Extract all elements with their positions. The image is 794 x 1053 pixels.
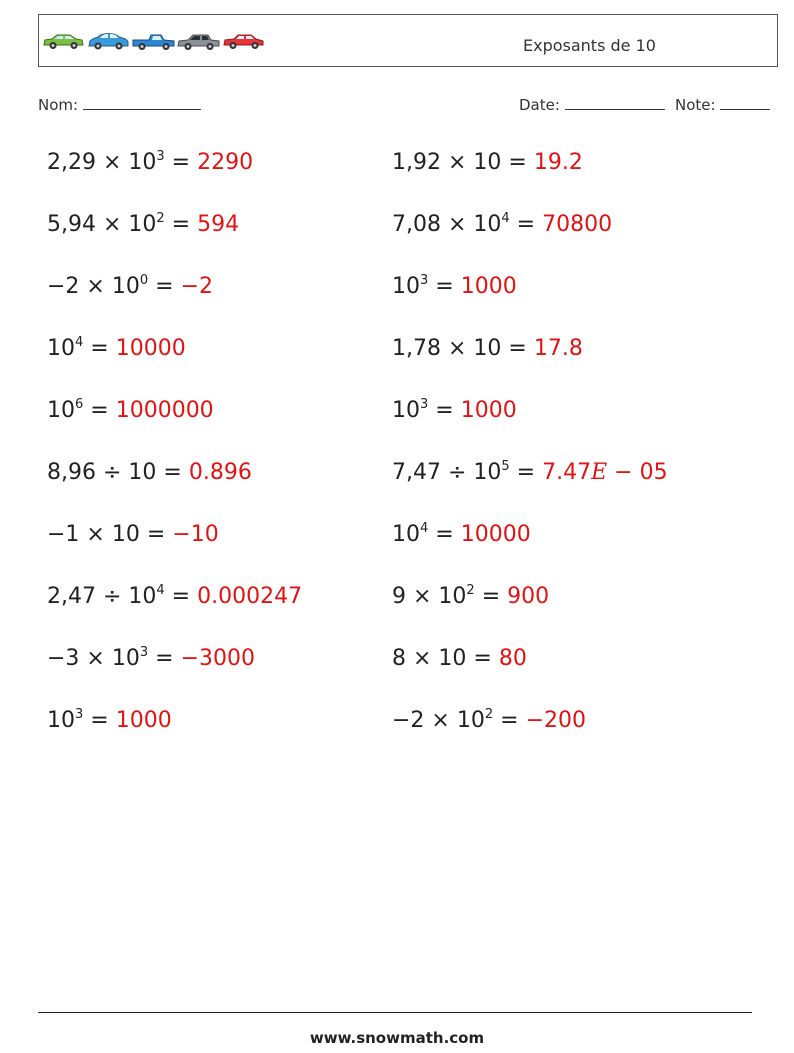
equals-sign: = xyxy=(428,398,461,423)
problem-answer: 1000000 xyxy=(115,398,214,423)
date-blank-line[interactable] xyxy=(565,95,665,110)
problem-exponent: 4 xyxy=(420,521,429,536)
grade-label: Note: xyxy=(675,96,716,114)
name-field[interactable] xyxy=(38,95,201,114)
equals-sign: = xyxy=(164,584,198,609)
equals-sign: = xyxy=(148,646,181,671)
problem-answer: −200 xyxy=(525,708,586,733)
car-icons xyxy=(42,31,265,51)
problem-expression: 2,47 ÷ 10 xyxy=(47,584,157,609)
problem-item xyxy=(47,646,255,672)
problem-item xyxy=(392,646,527,672)
problem-item xyxy=(47,522,219,548)
equals-sign: = xyxy=(493,708,526,733)
car-icon xyxy=(222,31,265,51)
problem-exponent: 4 xyxy=(75,335,84,350)
problem-expression: 8 × 10 xyxy=(392,646,467,671)
footer-website: www.snowmath.com xyxy=(309,1029,485,1047)
answer-exponent: − 05 xyxy=(607,460,668,485)
equals-sign: = xyxy=(509,460,543,485)
problem-exponent: 6 xyxy=(75,397,84,412)
equals-sign: = xyxy=(501,336,534,361)
problem-item xyxy=(47,336,186,362)
problem-expression: 10 xyxy=(47,708,75,733)
problem-answer: −10 xyxy=(172,522,219,547)
problem-answer: 10000 xyxy=(460,522,531,547)
problem-expression: −2 × 10 xyxy=(47,274,140,299)
equals-sign: = xyxy=(164,150,198,175)
name-label: Nom: xyxy=(38,96,79,114)
equals-sign: = xyxy=(501,150,534,175)
equals-sign: = xyxy=(466,646,499,671)
problem-answer: 70800 xyxy=(542,212,613,237)
problem-item xyxy=(392,584,549,610)
problem-expression: 1,78 × 10 xyxy=(392,336,502,361)
problem-answer: 1000 xyxy=(460,398,517,423)
date-field[interactable] xyxy=(519,95,665,114)
problem-answer: −3000 xyxy=(180,646,255,671)
problem-answer: 594 xyxy=(197,212,240,237)
date-label: Date: xyxy=(519,96,560,114)
problem-exponent: 0 xyxy=(139,273,149,288)
problem-answer: 10000 xyxy=(115,336,186,361)
problem-expression: 10 xyxy=(392,398,420,423)
problem-expression: −2 × 10 xyxy=(392,708,485,733)
problem-item xyxy=(392,274,517,300)
problem-expression: 8,96 ÷ 10 xyxy=(47,460,157,485)
problem-item xyxy=(392,212,612,238)
problem-expression: −1 × 10 xyxy=(47,522,140,547)
equals-sign: = xyxy=(83,708,116,733)
equals-sign: = xyxy=(139,522,173,547)
problem-exponent: 2 xyxy=(466,583,475,598)
problem-expression: 10 xyxy=(47,336,75,361)
problem-exponent: 3 xyxy=(420,397,429,412)
problem-exponent: 2 xyxy=(156,211,165,226)
problem-expression: 9 × 10 xyxy=(392,584,467,609)
problem-expression: 5,94 × 10 xyxy=(47,212,157,237)
problem-item xyxy=(392,522,531,548)
car-icon xyxy=(42,31,85,51)
problem-exponent: 4 xyxy=(501,211,510,226)
problem-exponent: 3 xyxy=(139,645,149,660)
problem-item xyxy=(47,150,253,176)
car-icon xyxy=(132,31,175,51)
problem-expression: 10 xyxy=(392,522,420,547)
equals-sign: = xyxy=(83,398,116,423)
problem-exponent: 2 xyxy=(484,707,494,722)
problem-item xyxy=(47,708,172,734)
problem-exponent: 5 xyxy=(501,459,510,474)
problem-item xyxy=(392,460,668,486)
car-icon xyxy=(87,31,130,51)
problem-expression: 7,47 ÷ 10 xyxy=(392,460,502,485)
equals-sign: = xyxy=(428,522,461,547)
car-icon xyxy=(177,31,220,51)
problem-answer: 1000 xyxy=(460,274,517,299)
problem-expression: 2,29 × 10 xyxy=(47,150,157,175)
problem-answer: 80 xyxy=(498,646,527,671)
problem-answer xyxy=(542,460,667,485)
problem-item xyxy=(392,336,583,362)
grade-blank-line[interactable] xyxy=(720,95,770,110)
problem-answer: 1000 xyxy=(115,708,172,733)
problem-expression: 10 xyxy=(47,398,75,423)
problem-answer: 17.8 xyxy=(533,336,583,361)
equals-sign: = xyxy=(83,336,116,361)
problem-item xyxy=(392,150,583,176)
problem-item xyxy=(392,398,517,424)
problem-expression: −3 × 10 xyxy=(47,646,140,671)
worksheet-title: Exposants de 10 xyxy=(523,36,656,55)
equals-sign: = xyxy=(474,584,508,609)
problem-exponent: 3 xyxy=(420,273,429,288)
equals-sign: = xyxy=(509,212,543,237)
problem-expression: 10 xyxy=(392,274,420,299)
problem-item xyxy=(47,212,239,238)
problem-item xyxy=(392,708,586,734)
problem-exponent: 3 xyxy=(75,707,84,722)
problem-answer: 2290 xyxy=(197,150,254,175)
problem-item xyxy=(47,398,214,424)
worksheet-header xyxy=(38,14,778,67)
problem-item xyxy=(47,460,252,486)
problem-answer: 0.000247 xyxy=(197,584,303,609)
footer-divider xyxy=(38,1012,752,1013)
problem-expression: 1,92 × 10 xyxy=(392,150,502,175)
equals-sign: = xyxy=(156,460,189,485)
problem-expression: 7,08 × 10 xyxy=(392,212,502,237)
problem-exponent: 4 xyxy=(156,583,165,598)
problem-answer: 19.2 xyxy=(533,150,583,175)
problem-item xyxy=(47,584,302,610)
problem-answer: 900 xyxy=(507,584,550,609)
equals-sign: = xyxy=(428,274,461,299)
name-blank-line[interactable] xyxy=(83,95,201,110)
problem-item xyxy=(47,274,213,300)
equals-sign: = xyxy=(148,274,181,299)
problem-exponent: 3 xyxy=(156,149,165,164)
problem-answer: −2 xyxy=(180,274,213,299)
problem-answer: 0.896 xyxy=(188,460,252,485)
equals-sign: = xyxy=(164,212,198,237)
answer-exponent-marker: E xyxy=(591,460,608,485)
answer-mantissa: 7.47 xyxy=(542,460,592,485)
grade-field[interactable] xyxy=(675,95,770,114)
